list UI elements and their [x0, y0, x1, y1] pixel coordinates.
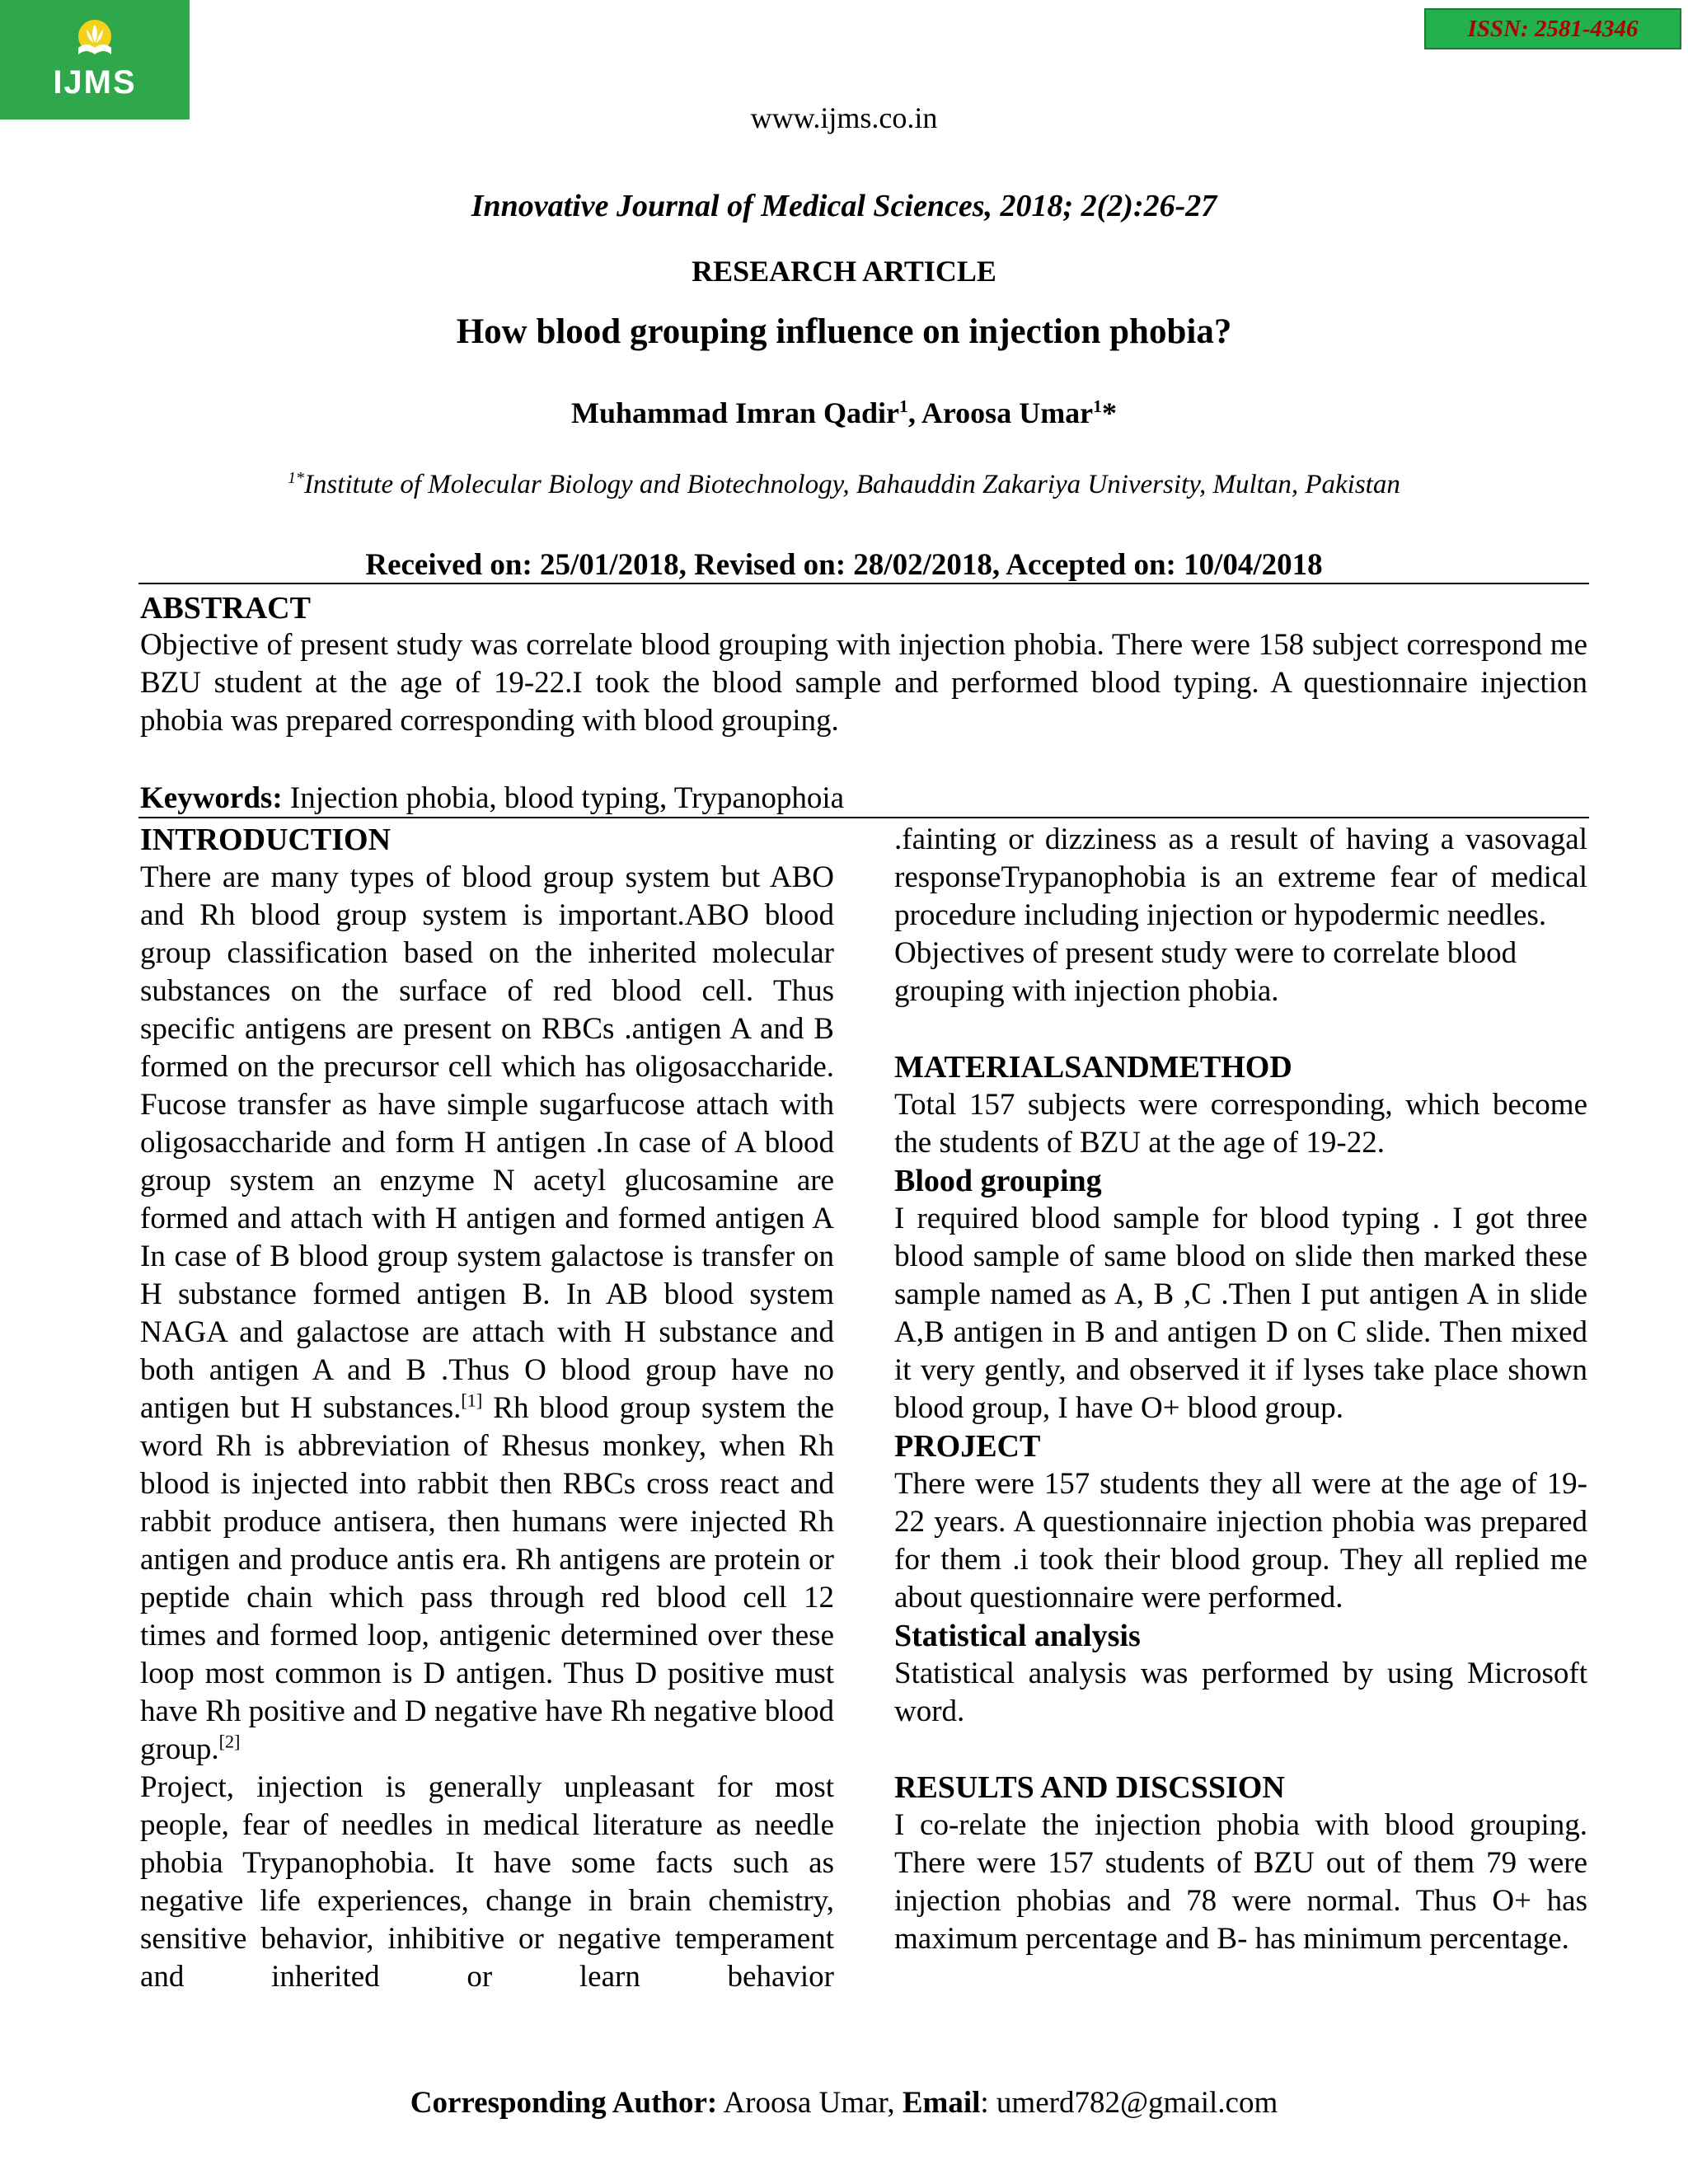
citation-ref[interactable]: [1]	[461, 1390, 483, 1411]
email-address[interactable]: : umerd782@gmail.com	[980, 2086, 1278, 2120]
journal-citation: Innovative Journal of Medical Sciences, 2018; 2(2):26-27	[471, 189, 1217, 223]
author-separator: ,	[907, 396, 921, 429]
submission-dates: Received on: 25/01/2018, Revised on: 28/02/2018, Accepted on: 10/04/2018	[365, 548, 1323, 582]
divider-keywords	[138, 817, 1589, 818]
project-paragraph: There were 157 students they all were at the age of 19-22 years. A questionnaire injection phobia was prepared for them .i took their blood group. They all replied me about questionnaire were performed.	[894, 1467, 1587, 1615]
blood-grouping-heading: Blood grouping	[894, 1164, 1102, 1198]
author-list	[0, 396, 1688, 430]
author-name: Muhammad Imran Qadir	[571, 396, 900, 429]
right-column	[894, 821, 1587, 1958]
divider-top	[138, 583, 1589, 584]
results-paragraph: I co-relate the injection phobia with blood grouping. There were 157 students of BZU out of them 79 were injection phobias and 78 were normal. Thus O+ has maximum percentage and B- has minimum percentage.	[894, 1808, 1587, 1956]
author-affiliation-mark: 1	[899, 396, 908, 416]
issn-badge: ISSN: 2581-4346	[1424, 8, 1681, 49]
introduction-continuation: .fainting or dizziness as a result of having a vasovagal responseTrypanophobia is an extreme fear of medical procedure including injection or hypodermic needles.	[894, 823, 1587, 932]
intro-text-part: There are many types of blood group system but ABO and Rh blood group system is important.ABO blood group classification based on the inherited molecular substances on the surface of red blood cell. Thus specific antigens are present on RBCs .antigen A and B formed on the precursor cell which has oligosaccharide. Fucose transfer as have simple sugarfucose attach with oligosaccharide and form H antigen .In case of A blood group system an enzyme N acetyl glucosamine are formed and attach with H antigen and formed antigen A In case of B blood group system galactose is transfer on H substance formed antigen B. In AB blood system NAGA and galactose are attach with H substance and both antigen A and B .Thus O blood group have no antigen but H substances.	[140, 860, 834, 1425]
keywords-label: Keywords:	[140, 781, 283, 815]
keywords-text: Injection phobia, blood typing, Trypanophoia	[282, 781, 845, 815]
journal-url[interactable]: www.ijms.co.in	[750, 101, 938, 134]
introduction-paragraph	[140, 859, 834, 1769]
affiliation	[0, 470, 1688, 500]
corresponding-author	[0, 2085, 1688, 2121]
author-name: Aroosa Umar	[921, 396, 1094, 429]
article-type: RESEARCH ARTICLE	[692, 255, 996, 288]
affiliation-text: Institute of Molecular Biology and Biotechnology, Bahauddin Zakariya University, Multan, Pakistan	[303, 470, 1400, 499]
keywords	[140, 780, 844, 818]
book-leaf-icon	[70, 18, 120, 61]
corresponding-author-label: Corresponding Author:	[410, 2086, 718, 2120]
abstract-heading: ABSTRACT	[140, 591, 311, 626]
methods-heading: MATERIALSANDMETHOD	[894, 1050, 1292, 1085]
affiliation-mark: 1*	[288, 469, 304, 487]
introduction-paragraph-2: Project, injection is generally unpleasant for most people, fear of needles in medical literature as needle phobia Trypanophobia. It have some facts such as negative life experiences, change in brain chemistry, sensitive behavior, inhibitive or negative temperament and inherited or learn behavior	[140, 1770, 834, 1994]
methods-paragraph: Total 157 subjects were corresponding, which become the students of BZU at the age of 19-22.	[894, 1088, 1587, 1160]
intro-text-part: Rh blood group system the word Rh is abbreviation of Rhesus monkey, when Rh blood is injected into rabbit then RBCs cross react and rabbit produce antisera, then humans were injected Rh antigen and produce antis era. Rh antigens are protein or peptide chain which pass through red blood cell 12 times and formed loop, antigenic determined over these loop most common is D antigen. Thus D positive must have Rh positive and D negative have Rh negative blood group.	[140, 1391, 834, 1766]
objectives-paragraph: Objectives of present study were to correlate blood grouping with injection phobia.	[894, 936, 1517, 1008]
corresponding-mark: *	[1101, 396, 1117, 429]
logo-text: IJMS	[53, 64, 137, 101]
paper-title: How blood grouping influence on injection phobia?	[456, 312, 1232, 351]
blood-grouping-paragraph: I required blood sample for blood typing . I got three blood sample of same blood on slide then marked these sample named as A, B ,C .Then I put antigen A in slide A,B antigen in B and antigen D on C slide. Then mixed it very gently, and observed it if lyses take place shown blood group, I have O+ blood group.	[894, 1202, 1587, 1425]
project-heading: PROJECT	[894, 1429, 1041, 1464]
abstract-text: Objective of present study was correlate blood grouping with injection phobia. There were 158 subject correspond me BZU student at the age of 19-22.I took the blood sample and performed blood typing. A questionnaire injection phobia was prepared corresponding with blood grouping.	[140, 628, 1587, 738]
email-label: Email	[902, 2086, 981, 2120]
corresponding-author-name: Aroosa Umar,	[717, 2086, 903, 2120]
introduction-heading: INTRODUCTION	[140, 823, 392, 857]
statistical-analysis-heading: Statistical analysis	[894, 1619, 1141, 1653]
author-affiliation-mark: 1	[1093, 396, 1102, 416]
results-heading: RESULTS AND DISCSSION	[894, 1770, 1285, 1805]
statistical-analysis-paragraph: Statistical analysis was performed by using Microsoft word.	[894, 1657, 1587, 1728]
citation-ref[interactable]: [2]	[218, 1731, 241, 1752]
left-column	[140, 821, 834, 1996]
